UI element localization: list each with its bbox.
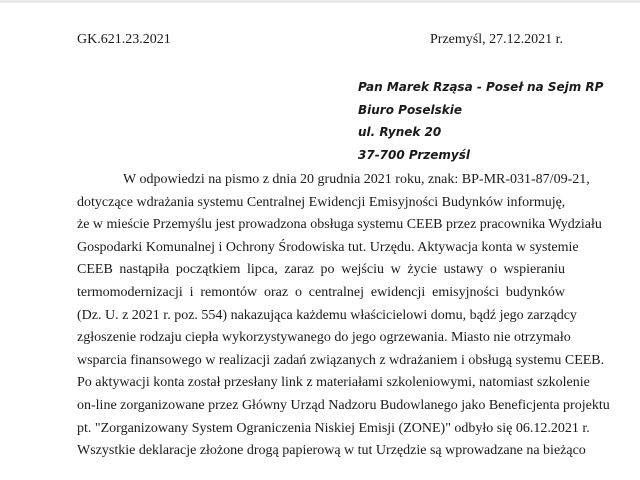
- body-line: Gospodarki Komunalnej i Ochrony Środowiska tut. Urzędu. Aktywacja konta w systemie: [77, 239, 579, 255]
- body-line: dotyczące wdrażania systemu Centralnej Ewidencji Emisyjności Budynków informuję,: [77, 194, 566, 210]
- body-line: pt. "Zorganizowany System Ograniczenia Niskiej Emisji (ZONE)" odbyło się 06.12.2021 r.: [77, 420, 590, 436]
- scan-edge: [0, 0, 640, 3]
- body-line: termomodernizacji i remontów oraz o centralnej ewidencji emisyjności budynków: [77, 284, 565, 300]
- place-and-date: Przemyśl, 27.12.2021 r.: [430, 32, 563, 47]
- addressee-block: [358, 79, 603, 169]
- body-line: on-line zorganizowane przez Główny Urząd Nadzoru Budowlanego jako Beneficjenta projektu: [77, 397, 610, 413]
- body-line: CEEB nastąpiła początkiem lipca, zaraz po wejściu w życie ustawy o wspieraniu: [77, 262, 565, 278]
- body-line: wsparcia finansowego w realizacji zadań związanych z wdrażaniem i obsługą systemu CEEB.: [77, 352, 605, 368]
- addressee-name: Pan Marek Rząsa - Poseł na Sejm RP: [358, 80, 604, 94]
- body-line: zgłoszenie rodzaju ciepła wykorzystywanego do jego ogrzewania. Miasto nie otrzymało: [77, 330, 571, 346]
- body-line: że w mieście Przemyślu jest prowadzona obsługa systemu CEEB przez pracownika Wydziału: [77, 217, 602, 233]
- body-line: (Dz. U. z 2021 r. poz. 554) nakazująca każdemu właścicielowi domu, bądź jego zarządcy: [77, 307, 577, 323]
- body-line: Wszystkie deklaracje złożone drogą papierową w tut Urzędzie są wprowadzane na bieżąco: [77, 443, 586, 459]
- body-line: Po aktywacji konta został przesłany link z materiałami szkoleniowymi, natomiast szkolenie: [77, 375, 590, 391]
- addressee-city: 37-700 Przemyśl: [358, 147, 470, 162]
- addressee-office: Biuro Poselskie: [358, 102, 462, 117]
- addressee-street: ul. Rynek 20: [358, 125, 442, 139]
- body-line: W odpowiedzi na pismo z dnia 20 grudnia 2021 roku, znak: BP-MR-031-87/09-21,: [123, 172, 590, 187]
- reference-number: GK.621.23.2021: [77, 32, 171, 47]
- letter-body: [77, 169, 610, 463]
